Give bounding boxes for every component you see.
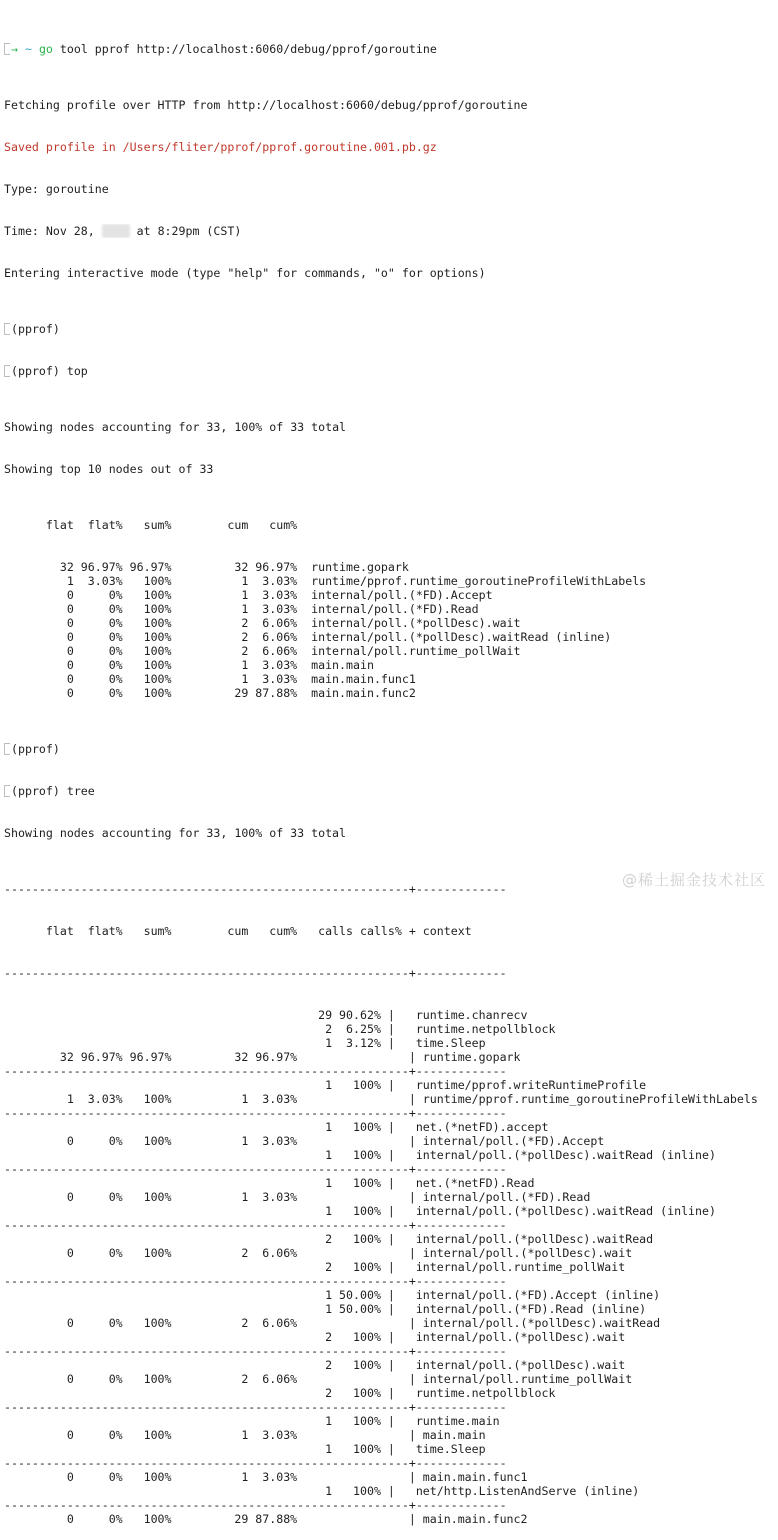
- tree-row: 1 100% | time.Sleep: [4, 1442, 486, 1456]
- tree-separator: ----------------------------------------------------------+-------------: [4, 1344, 507, 1358]
- tree-separator: ----------------------------------------------------------+-------------: [4, 1498, 507, 1512]
- tree-summary-line: Showing nodes accounting for 33, 100% of 33 total: [4, 826, 347, 840]
- top-table-row: 0 0% 100% 2 6.06% internal/poll.runtime_pollWait: [4, 644, 521, 658]
- top-table-header: flat flat% sum% cum cum%: [4, 518, 298, 532]
- interactive-line: Entering interactive mode (type "help" for commands, "o" for options): [4, 266, 486, 280]
- tree-row: 0 0% 100% 1 3.03% | internal/poll.(*FD).Accept: [4, 1134, 605, 1148]
- tree-row: 0 0% 100% 2 6.06% | internal/poll.(*pollDesc).wait: [4, 1246, 633, 1260]
- tree-row: 0 0% 100% 2 6.06% | internal/poll.runtime_pollWait: [4, 1372, 633, 1386]
- prompt-marker-icon: [4, 43, 10, 55]
- tree-row: 2 100% | internal/poll.(*pollDesc).waitRead: [4, 1232, 654, 1246]
- top-count-line: Showing top 10 nodes out of 33: [4, 462, 214, 476]
- pprof-empty-prompt-2: (pprof): [4, 742, 774, 756]
- tree-separator: ----------------------------------------------------------+-------------: [4, 1400, 507, 1414]
- type-line: Type: goroutine: [4, 182, 109, 196]
- top-table-row: 0 0% 100% 1 3.03% internal/poll.(*FD).Read: [4, 602, 479, 616]
- tree-row: 1 100% | internal/poll.(*pollDesc).waitRead (inline): [4, 1204, 716, 1218]
- time-line: [4, 224, 774, 238]
- prompt-arrow-icon: →: [11, 42, 18, 56]
- top-table-row: 0 0% 100% 1 3.03% main.main.func1: [4, 672, 416, 686]
- prompt-marker-icon: [4, 365, 10, 377]
- tree-table-header: flat flat% sum% cum cum% calls calls% + context: [4, 924, 472, 938]
- tree-row: 0 0% 100% 1 3.03% | main.main: [4, 1428, 486, 1442]
- tree-separator: ----------------------------------------------------------+-------------: [4, 1162, 507, 1176]
- top-table-row: 32 96.97% 96.97% 32 96.97% runtime.gopark: [4, 560, 409, 574]
- terminal-window[interactable]: [4, 0, 774, 1526]
- top-table-row: 0 0% 100% 2 6.06% internal/poll.(*pollDesc).wait: [4, 616, 521, 630]
- time-redacted: [102, 224, 130, 238]
- tree-row: 0 0% 100% 1 3.03% | main.main.func1: [4, 1470, 528, 1484]
- watermark-text: @稀土掘金技术社区: [621, 871, 766, 889]
- tree-row: 1 50.00% | internal/poll.(*FD).Read (inline): [4, 1302, 647, 1316]
- tree-row: 32 96.97% 96.97% 32 96.97% | runtime.gopark: [4, 1050, 521, 1064]
- tree-row: 29 90.62% | runtime.chanrecv: [4, 1008, 528, 1022]
- top-table-row: 0 0% 100% 2 6.06% internal/poll.(*pollDesc).waitRead (inline): [4, 630, 612, 644]
- prompt-marker-icon: [4, 743, 10, 755]
- tree-row: 2 100% | runtime.netpollblock: [4, 1386, 556, 1400]
- tree-separator: ----------------------------------------------------------+-------------: [4, 1106, 507, 1120]
- tree-row: 1 3.12% | time.Sleep: [4, 1036, 486, 1050]
- pprof-empty-prompt: (pprof): [4, 322, 774, 336]
- pprof-tree-command: (pprof) tree: [4, 784, 774, 798]
- tree-row: 1 100% | net.(*netFD).accept: [4, 1120, 549, 1134]
- time-suffix: at 8:29pm (CST): [129, 224, 242, 238]
- time-prefix: Time: Nov 28,: [4, 224, 102, 238]
- tree-row: 2 100% | internal/poll.runtime_pollWait: [4, 1260, 626, 1274]
- tree-row: 1 100% | runtime.main: [4, 1414, 500, 1428]
- tree-row: 2 100% | internal/poll.(*pollDesc).wait: [4, 1358, 626, 1372]
- tree-row: 2 6.25% | runtime.netpollblock: [4, 1022, 556, 1036]
- tree-row: 1 100% | net.(*netFD).Read: [4, 1176, 535, 1190]
- tree-row: 0 0% 100% 1 3.03% | internal/poll.(*FD).Read: [4, 1190, 591, 1204]
- command-args: tool pprof http://localhost:6060/debug/pprof/goroutine: [52, 42, 437, 56]
- prompt-marker-icon: [4, 785, 10, 797]
- top-table-row: 0 0% 100% 1 3.03% internal/poll.(*FD).Accept: [4, 588, 493, 602]
- tree-row: 2 100% | internal/poll.(*pollDesc).wait: [4, 1330, 626, 1344]
- top-table-body: [4, 560, 774, 700]
- tree-separator: ----------------------------------------------------------+-------------: [4, 966, 507, 980]
- top-summary-highlight: 33,: [206, 420, 228, 434]
- saved-profile-line: Saved profile in /Users/fliter/pprof/pprof.goroutine.001.pb.gz: [4, 140, 437, 154]
- tree-row: 0 0% 100% 2 6.06% | internal/poll.(*pollDesc).waitRead: [4, 1316, 661, 1330]
- tree-row: 1 50.00% | internal/poll.(*FD).Accept (inline): [4, 1288, 661, 1302]
- tree-row: 1 100% | internal/poll.(*pollDesc).waitRead (inline): [4, 1148, 716, 1162]
- tree-row: 1 100% | net/http.ListenAndServe (inline): [4, 1484, 640, 1498]
- tree-row: 0 0% 100% 29 87.88% | main.main.func2: [4, 1512, 528, 1526]
- tree-separator: ----------------------------------------------------------+-------------: [4, 1218, 507, 1232]
- tree-row: 1 3.03% 100% 1 3.03% | runtime/pprof.runtime_goroutineProfileWithLabels: [4, 1092, 758, 1106]
- top-table-row: 0 0% 100% 29 87.88% main.main.func2: [4, 686, 416, 700]
- tree-separator: ----------------------------------------------------------+-------------: [4, 1064, 507, 1078]
- top-table-row: 1 3.03% 100% 1 3.03% runtime/pprof.runtime_goroutineProfileWithLabels: [4, 574, 647, 588]
- tree-table-body: [4, 1008, 774, 1526]
- tree-row: 1 100% | runtime/pprof.writeRuntimeProfile: [4, 1078, 647, 1092]
- top-count-highlight: 33: [199, 462, 214, 476]
- tree-separator: ----------------------------------------------------------+-------------: [4, 882, 507, 896]
- fetching-line: Fetching profile over HTTP from http://localhost:6060/debug/pprof/goroutine: [4, 98, 528, 112]
- prompt-marker-icon: [4, 323, 10, 335]
- prompt-tilde: ~: [24, 42, 32, 56]
- command-go: go: [38, 42, 53, 56]
- command-line: [4, 42, 774, 56]
- top-summary-line: Showing nodes accounting for 33, 100% of 33 total: [4, 420, 347, 434]
- tree-separator: ----------------------------------------------------------+-------------: [4, 1274, 507, 1288]
- tree-separator: ----------------------------------------------------------+-------------: [4, 1456, 507, 1470]
- pprof-top-command: (pprof) top: [4, 364, 774, 378]
- top-table-row: 0 0% 100% 1 3.03% main.main: [4, 658, 374, 672]
